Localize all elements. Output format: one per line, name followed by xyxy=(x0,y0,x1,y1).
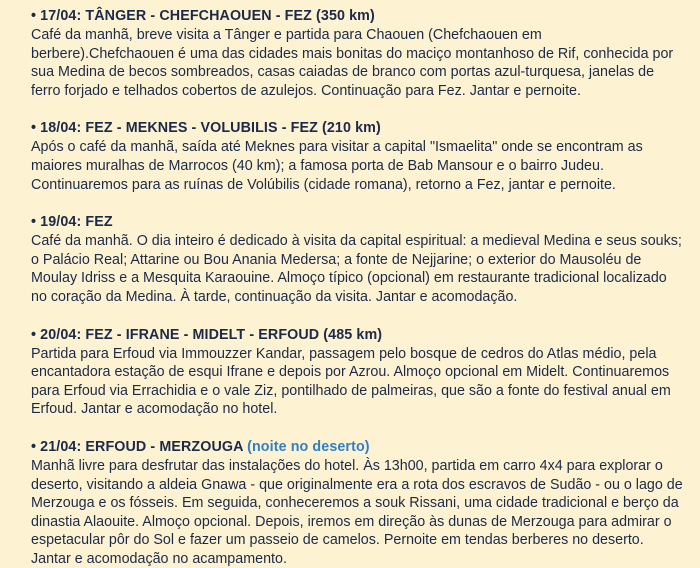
day-description xyxy=(31,26,692,100)
description-line: o Palácio Real; Attarine ou Bou Anania Medersa; a fonte de Nejjarine; o exterior do Mausoléu de xyxy=(31,251,642,268)
description-line: Continuaremos para as ruínas de Volúbilis (cidade romana), retorno a Fez, jantar e pernoite. xyxy=(31,176,616,193)
description-line: Café da manhã. O dia inteiro é dedicado à visita da capital espiritual: a medieval Medina e seus souks; xyxy=(31,233,682,250)
day-title xyxy=(31,213,692,232)
description-line: sua Medina de becos sombreados, casas caiadas de branco com portas azul-turquesa, janelas de xyxy=(31,64,655,81)
description-line: Café da manhã, breve visita a Tânger e partida para Chaouen (Chefchaouen em xyxy=(31,27,542,43)
description-line: dinastia Alaouite. Almoço opcional. Depois, iremos em direção às dunas de Merzouga para admirar o xyxy=(31,513,672,530)
description-line: ferro forjado e telhados cobertos de azulejos. Continuação para Fez. Jantar e pernoite. xyxy=(31,82,581,99)
day-title-text: • 20/04: FEZ - IFRANE - MIDELT - ERFOUD (485 km) xyxy=(31,326,383,343)
description-line: maiores muralhas de Marrocos (40 km); a famosa porta de Bab Mansour e o bairro Judeu. xyxy=(31,157,604,174)
description-line: Merzouga e os fósseis. Em seguida, conheceremos a souk Rissani, uma cidade tradicional e berço da xyxy=(31,495,679,512)
description-line: Partida para Erfoud via Immouzzer Kandar, passagem pelo bosque de cedros do Atlas médio, pela xyxy=(31,345,657,362)
description-line: encantadora estação de esqui Ifrane e depois por Azrou. Almoço opcional em Midelt. Continuaremos xyxy=(31,364,670,381)
day-entry-21-04 xyxy=(31,438,692,568)
description-line: para Erfoud via Errachidia e o vale Ziz, pontilhado de palmeiras, que são a fonte do festival anual em xyxy=(31,382,671,399)
day-title xyxy=(31,119,692,138)
description-line: deserto, visitando a aldeia Gnawa - que originalmente era a rota dos escravos de Sudão - ou o lago de xyxy=(31,476,683,493)
day-entry-20-04 xyxy=(31,326,692,419)
day-entry-18-04 xyxy=(31,119,692,194)
description-line: Moulay Idriss e a Mesquita Karaouine. Almoço típico (opcional) em restaurante tradicional localizado xyxy=(31,270,667,287)
description-line: berbere).Chefchaouen é uma das cidades mais bonitas do maciço montanhoso de Rif, conhecida por xyxy=(31,45,674,62)
day-title-text: • 21/04: ERFOUD - MERZOUGA xyxy=(31,438,244,455)
day-description xyxy=(31,457,692,568)
description-line: Jantar e acomodação no acampamento. xyxy=(31,550,287,567)
day-description xyxy=(31,232,692,306)
day-description xyxy=(31,138,692,194)
description-line: espetacular pôr do Sol e fazer um passeio de camelos. Pernoite em tendas berberes no deserto. xyxy=(31,532,644,549)
desert-night-note: (noite no deserto) xyxy=(247,438,370,455)
description-line: no coração da Medina. À tarde, continuação da visita. Jantar e acomodação. xyxy=(31,288,518,305)
day-entry-17-04 xyxy=(31,7,692,100)
day-title xyxy=(31,438,692,457)
day-entry-19-04 xyxy=(31,213,692,306)
description-line: Manhã livre para desfrutar das instalações do hotel. Às 13h00, partida em carro 4x4 para explorar o xyxy=(31,457,663,474)
day-title xyxy=(31,326,692,345)
description-line: Erfoud. Jantar e acomodação no hotel. xyxy=(31,401,278,418)
day-description xyxy=(31,345,692,419)
day-title xyxy=(31,7,692,26)
day-title-text: • 18/04: FEZ - MEKNES - VOLUBILIS - FEZ (210 km) xyxy=(31,120,381,137)
day-title-text: • 17/04: TÂNGER - CHEFCHAOUEN - FEZ (350 km) xyxy=(31,8,375,24)
day-title-text: • 19/04: FEZ xyxy=(31,214,113,231)
description-line: Após o café da manhã, saída até Meknes para visitar a capital "Ismaelita" onde se encontram as xyxy=(31,139,643,156)
